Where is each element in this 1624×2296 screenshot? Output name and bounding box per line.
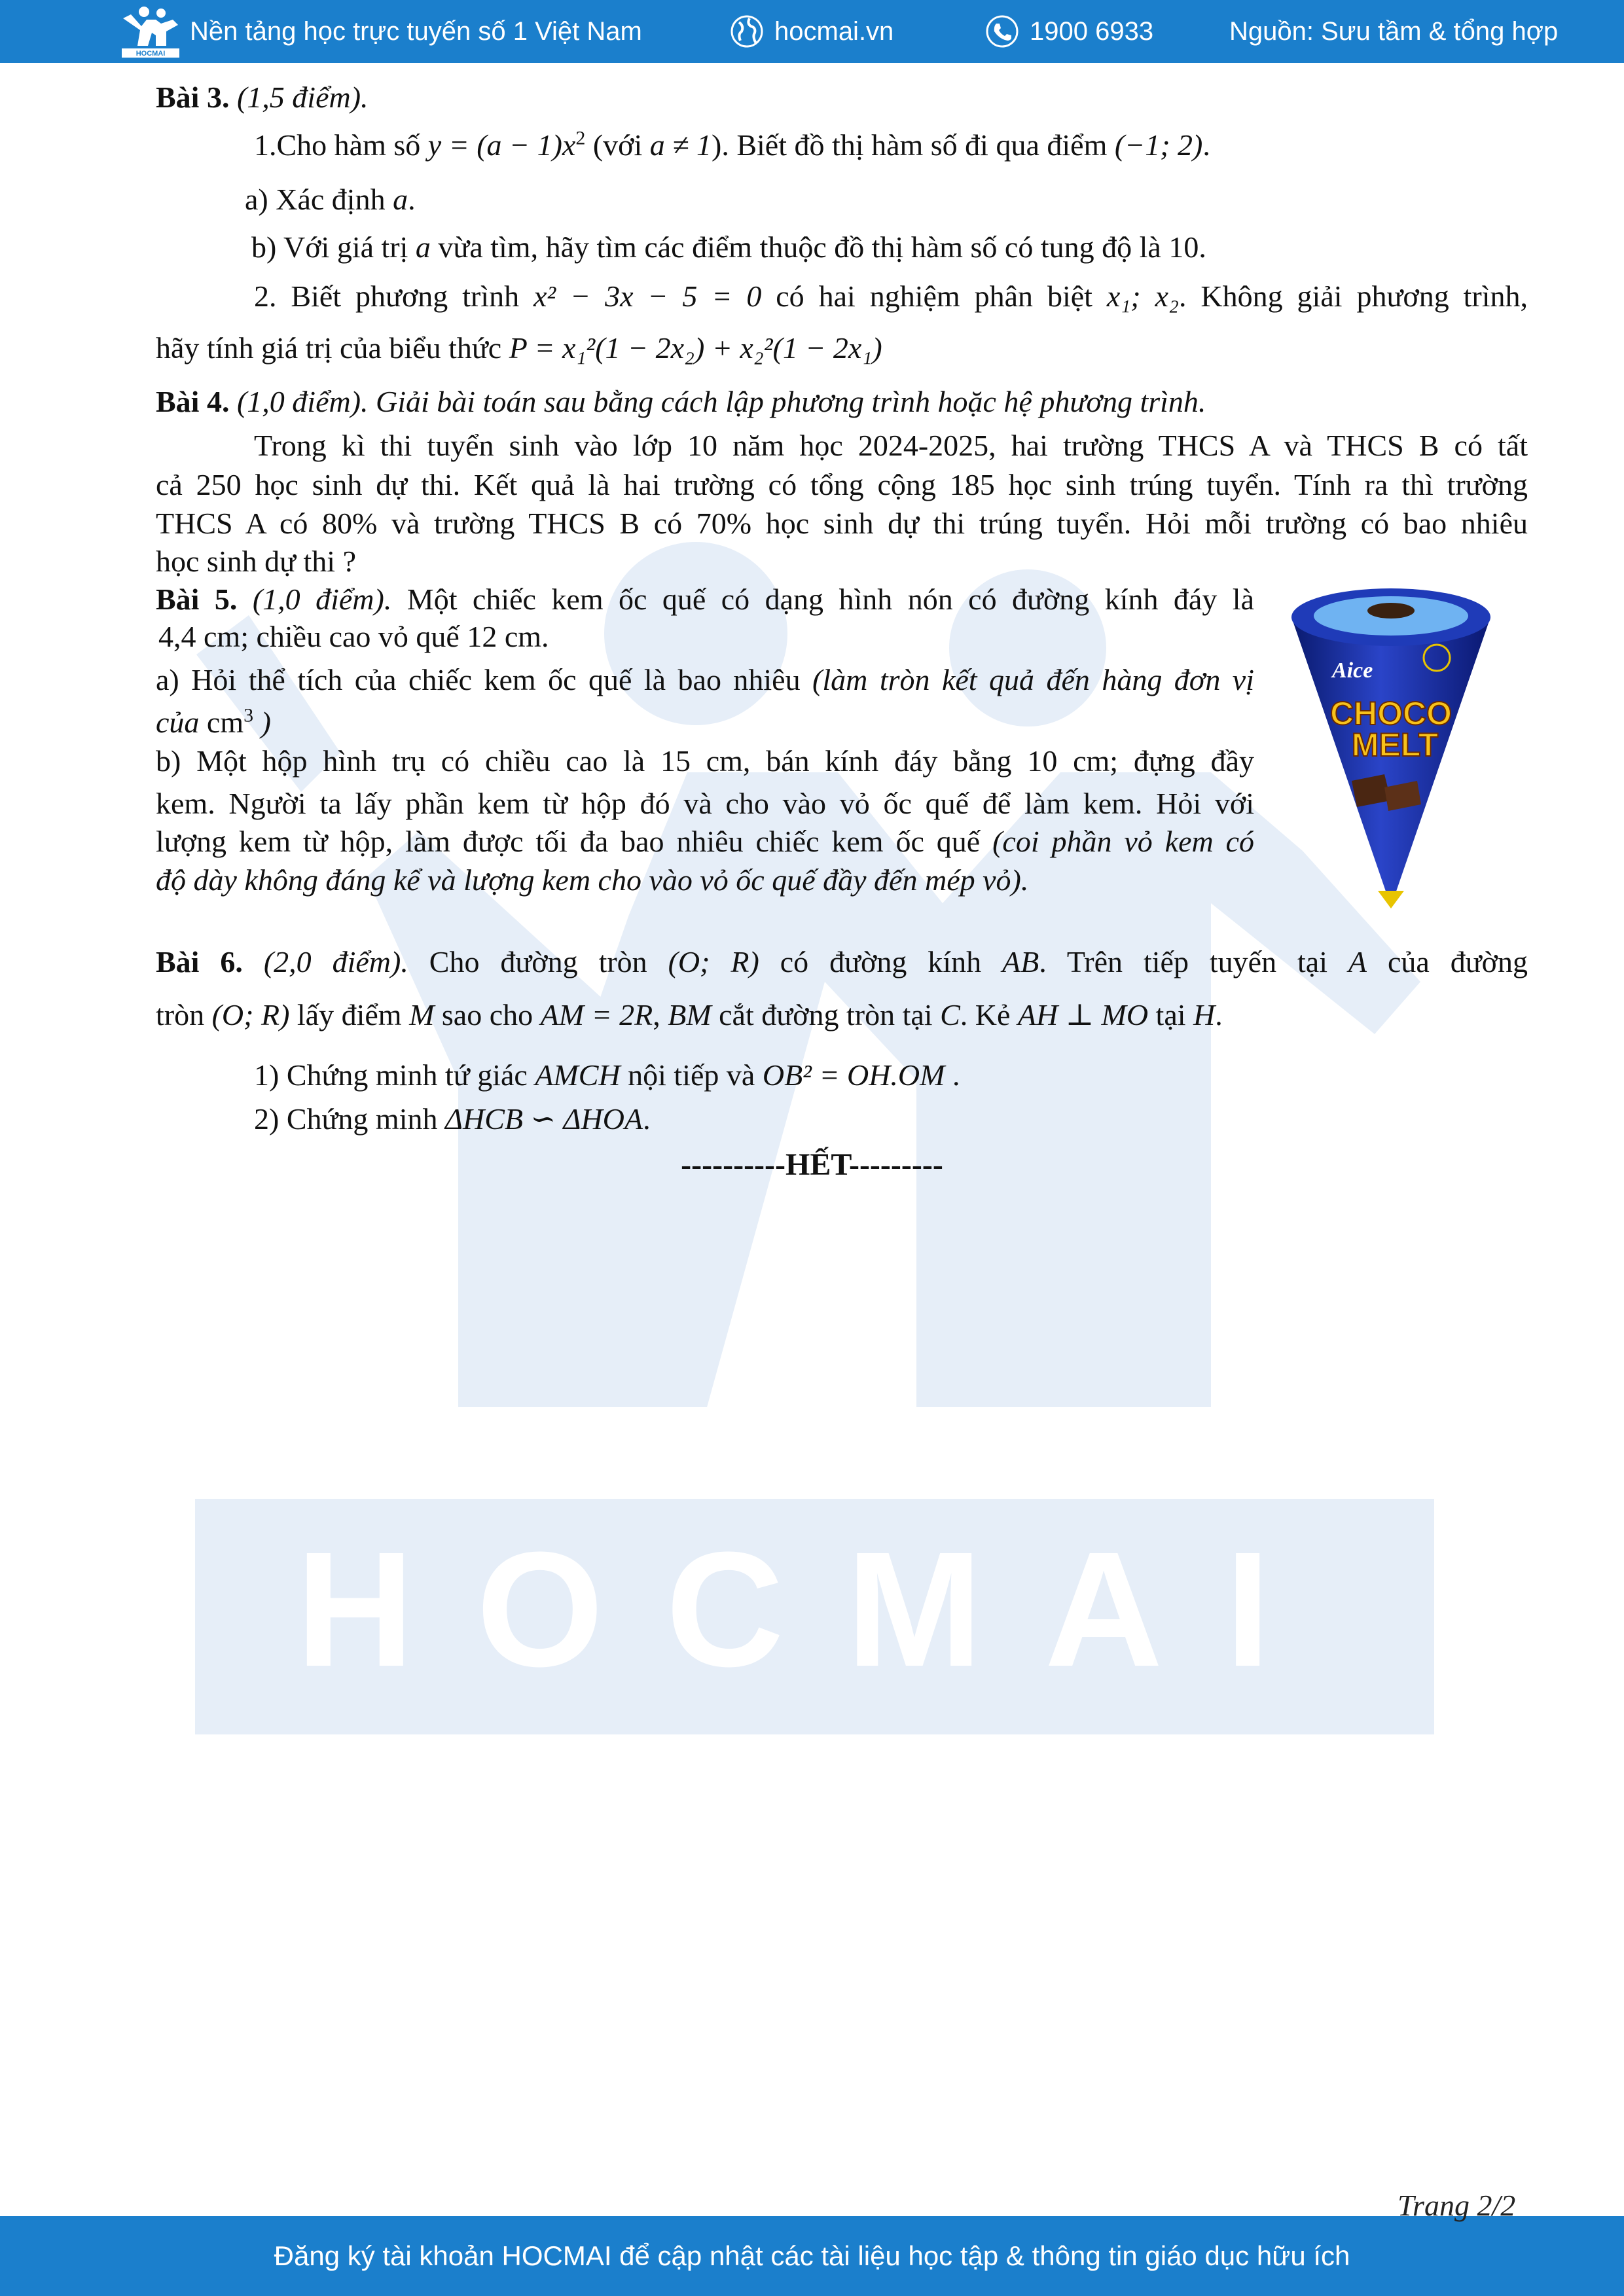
bai4-title: Bài 4. xyxy=(156,385,230,418)
cone-product-line2: MELT xyxy=(1351,726,1439,763)
bai6-line2-text-a: tròn xyxy=(156,998,212,1031)
bai5-qa-cont-text: của xyxy=(156,706,207,739)
bai5-line1-text: Một chiếc kem ốc quế có dạng hình nón có đường kính đáy là xyxy=(391,583,1254,616)
bai6-circle-2: (O; R) xyxy=(211,998,290,1031)
bai3-q2-equation: x² − 3x − 5 = 0 xyxy=(533,279,762,313)
bai3-q2-expression: P = x₁²(1 − 2x₂) + x₂²(1 − 2x₁) xyxy=(509,331,882,365)
header-source: Nguồn: Sưu tầm & tổng hợp xyxy=(1229,16,1559,46)
bai3-q2 xyxy=(254,278,1528,315)
header-tagline: Nền tảng học trực tuyến số 1 Việt Nam xyxy=(190,16,642,46)
bai5-qb-line3-text: lượng kem từ hộp, làm được tối đa bao nhiêu chiếc kem ốc quế xyxy=(156,825,993,858)
bai6-q1-text-a: 1) Chứng minh tứ giác xyxy=(254,1058,535,1092)
bai6-point-m: M xyxy=(409,998,435,1031)
bai3-q2-text-b: có hai nghiệm phân biệt xyxy=(761,279,1107,313)
bai3-q1-text-c: ). Biết đồ thị hàm số đi qua điểm xyxy=(712,128,1115,162)
bai3-q2-roots: x₁; x₂ xyxy=(1106,279,1179,313)
bai5-qb-line3-italic: (coi phần vỏ kem có xyxy=(992,825,1254,858)
bai5-qa-text: a) Hỏi thể tích của chiếc kem ốc quế là bao nhiêu xyxy=(156,663,813,696)
bai3-q1-text-a: 1.Cho hàm số xyxy=(254,128,428,162)
bai3-q2-cont xyxy=(156,329,882,367)
bai3-qa-text: a) Xác định xyxy=(245,183,393,216)
bai3-q1-function: y = (a − 1)x xyxy=(427,128,576,162)
bai4-points: (1,0 điểm). Giải bài toán sau bằng cách lập phương trình hoặc hệ phương trình. xyxy=(236,385,1206,418)
watermark-text: HOCMAI xyxy=(296,1518,1333,1700)
exponent-2: 2 xyxy=(575,127,586,149)
bai3-q2-text-d: hãy tính giá trị của biểu thức xyxy=(156,331,509,365)
bai6-q1-text-b: nội tiếp và xyxy=(620,1058,763,1092)
bai3-q1-point: (−1; 2) xyxy=(1114,128,1203,162)
bai4-line2: cả 250 học sinh dự thi. Kết quả là hai trường có tổng cộng 185 học sinh trúng tuyển. Tính ra thì trường xyxy=(156,468,1528,501)
bai6-q1-equation: OB² = OH.OM xyxy=(762,1058,945,1092)
bai3-qa-var: a xyxy=(393,183,408,216)
bai5-qa-cont-end: ) xyxy=(253,706,271,739)
bai6-ah-perp: AH ⊥ MO xyxy=(1017,998,1149,1031)
bai6-points: (2,0 điểm). xyxy=(242,945,408,978)
page-number: Trang 2/2 xyxy=(1398,2189,1516,2222)
bai6-line2 xyxy=(156,996,1223,1034)
bai4-line3: THCS A có 80% và trường THCS B có 70% học sinh dự thi trúng tuyển. Hỏi mỗi trường có bao nhiêu xyxy=(156,507,1528,540)
bai5-qb-line1: b) Một hộp hình trụ có chiều cao là 15 cm, bán kính đáy bằng 10 cm; đựng đầy xyxy=(156,744,1254,778)
bai3-q1-text-b: (với xyxy=(585,128,650,162)
bai6-q2 xyxy=(254,1100,651,1138)
bai5-line2: 4,4 cm; chiều cao vỏ quế 12 cm. xyxy=(158,620,549,653)
bai3-qa xyxy=(245,181,416,219)
bai3-q1-condition: a ≠ 1 xyxy=(649,128,712,162)
bai6-q1 xyxy=(254,1056,960,1094)
bai6-line1-text-c: . Trên tiếp tuyến tại xyxy=(1039,945,1348,978)
bai5-line1 xyxy=(156,581,1254,619)
bai5-qa-cont xyxy=(156,704,271,742)
bai3-qb xyxy=(251,228,1206,266)
bai6-line2-text-e: cắt đường tròn tại xyxy=(711,998,941,1031)
bai6-q2-text: 2) Chứng minh xyxy=(254,1102,445,1136)
bai6-line1 xyxy=(156,943,1528,981)
bai5-qb-line4-text: độ dày không đáng kể và lượng kem cho vào vỏ ốc quế đầy đến mép vỏ). xyxy=(156,863,1029,897)
bai6-circle-1: (O; R) xyxy=(668,945,759,978)
bai5-qb-line2: kem. Người ta lấy phần kem từ hộp đó và cho vào vỏ ốc quế để làm kem. Hỏi với xyxy=(156,787,1254,820)
bai6-line2-text-f: . Kẻ xyxy=(960,998,1018,1031)
bai6-line2-text-c: sao cho xyxy=(434,998,541,1031)
footer-banner[interactable] xyxy=(0,2216,1624,2296)
website-text[interactable]: hocmai.vn xyxy=(774,16,894,46)
bai5-qa-unit: cm xyxy=(206,706,244,739)
bai3-qa-end: . xyxy=(408,183,416,216)
bai3-qb-text-b: vừa tìm, hãy tìm các điểm thuộc đồ thị hàm số có tung độ là 10. xyxy=(430,230,1206,264)
bai6-title: Bài 6. xyxy=(156,945,243,978)
bai6-bm: BM xyxy=(668,998,712,1031)
bai6-line2-text-b: lấy điểm xyxy=(289,998,410,1031)
bai3-q1-text-d: . xyxy=(1202,128,1210,162)
cone-product-line1: CHOCO xyxy=(1329,695,1453,732)
bai6-line1-text-a: Cho đường tròn xyxy=(408,945,668,978)
bai5-title: Bài 5. xyxy=(156,583,238,616)
bai6-line1-text-d: của đường xyxy=(1367,945,1528,978)
bai6-quadrilateral: AMCH xyxy=(535,1058,621,1092)
exponent-3: 3 xyxy=(244,704,254,726)
bai3-points: (1,5 điểm). xyxy=(236,81,369,114)
bai3-qb-var: a xyxy=(415,230,431,264)
bai6-point-a: A xyxy=(1348,945,1367,978)
bai3-q2-text-a: 2. Biết phương trình xyxy=(254,279,534,313)
bai4-heading xyxy=(156,383,1206,421)
end-marker: ----------HẾT--------- xyxy=(681,1147,943,1182)
cone-brand: Aice xyxy=(1332,658,1373,683)
bai3-qb-text-a: b) Với giá trị xyxy=(251,230,416,264)
bai6-point-h: H xyxy=(1193,998,1216,1031)
bai6-line2-text-g: tại xyxy=(1148,998,1194,1031)
bai3-q1 xyxy=(254,126,1210,164)
bai4-line1: Trong kì thi tuyển sinh vào lớp 10 năm học 2024-2025, hai trường THCS A và THCS B có tất xyxy=(254,429,1528,462)
svg-text:HOCMAI: HOCMAI xyxy=(135,50,166,58)
bai6-diameter: AB xyxy=(1002,945,1039,978)
bai6-q2-similarity: ΔHCB ∽ ΔHOA xyxy=(445,1102,643,1136)
hotline-text[interactable]: 1900 6933 xyxy=(1030,16,1154,46)
bai3-q2-text-c: . Không giải phương trình, xyxy=(1178,279,1528,313)
bai6-line1-text-b: có đường kính xyxy=(759,945,1003,978)
bai5-qa-italic: (làm tròn kết quả đến hàng đơn vị xyxy=(812,663,1254,696)
bai4-line4: học sinh dự thi ? xyxy=(156,545,357,578)
footer-text[interactable]: Đăng ký tài khoản HOCMAI để cập nhật các tài liệu học tập & thông tin giáo dục hữu ích xyxy=(274,2240,1350,2271)
bai5-points: (1,0 điểm). xyxy=(237,583,392,616)
bai5-qb-line3 xyxy=(156,823,1254,861)
bai6-am-eq: AM = 2R xyxy=(540,998,653,1031)
bai6-line2-end: . xyxy=(1215,998,1223,1031)
bai6-q2-end: . xyxy=(643,1102,651,1136)
bai6-line2-text-d: , xyxy=(653,998,668,1031)
bai3-title: Bài 3. xyxy=(156,81,230,114)
bai6-point-c: C xyxy=(940,998,960,1031)
bai5-qa xyxy=(156,661,1254,699)
ice-cream-cone-image xyxy=(1286,584,1496,912)
bai6-q1-end: . xyxy=(945,1058,960,1092)
bai3-heading xyxy=(156,79,369,117)
bai5-qb-line4 xyxy=(156,861,1028,899)
